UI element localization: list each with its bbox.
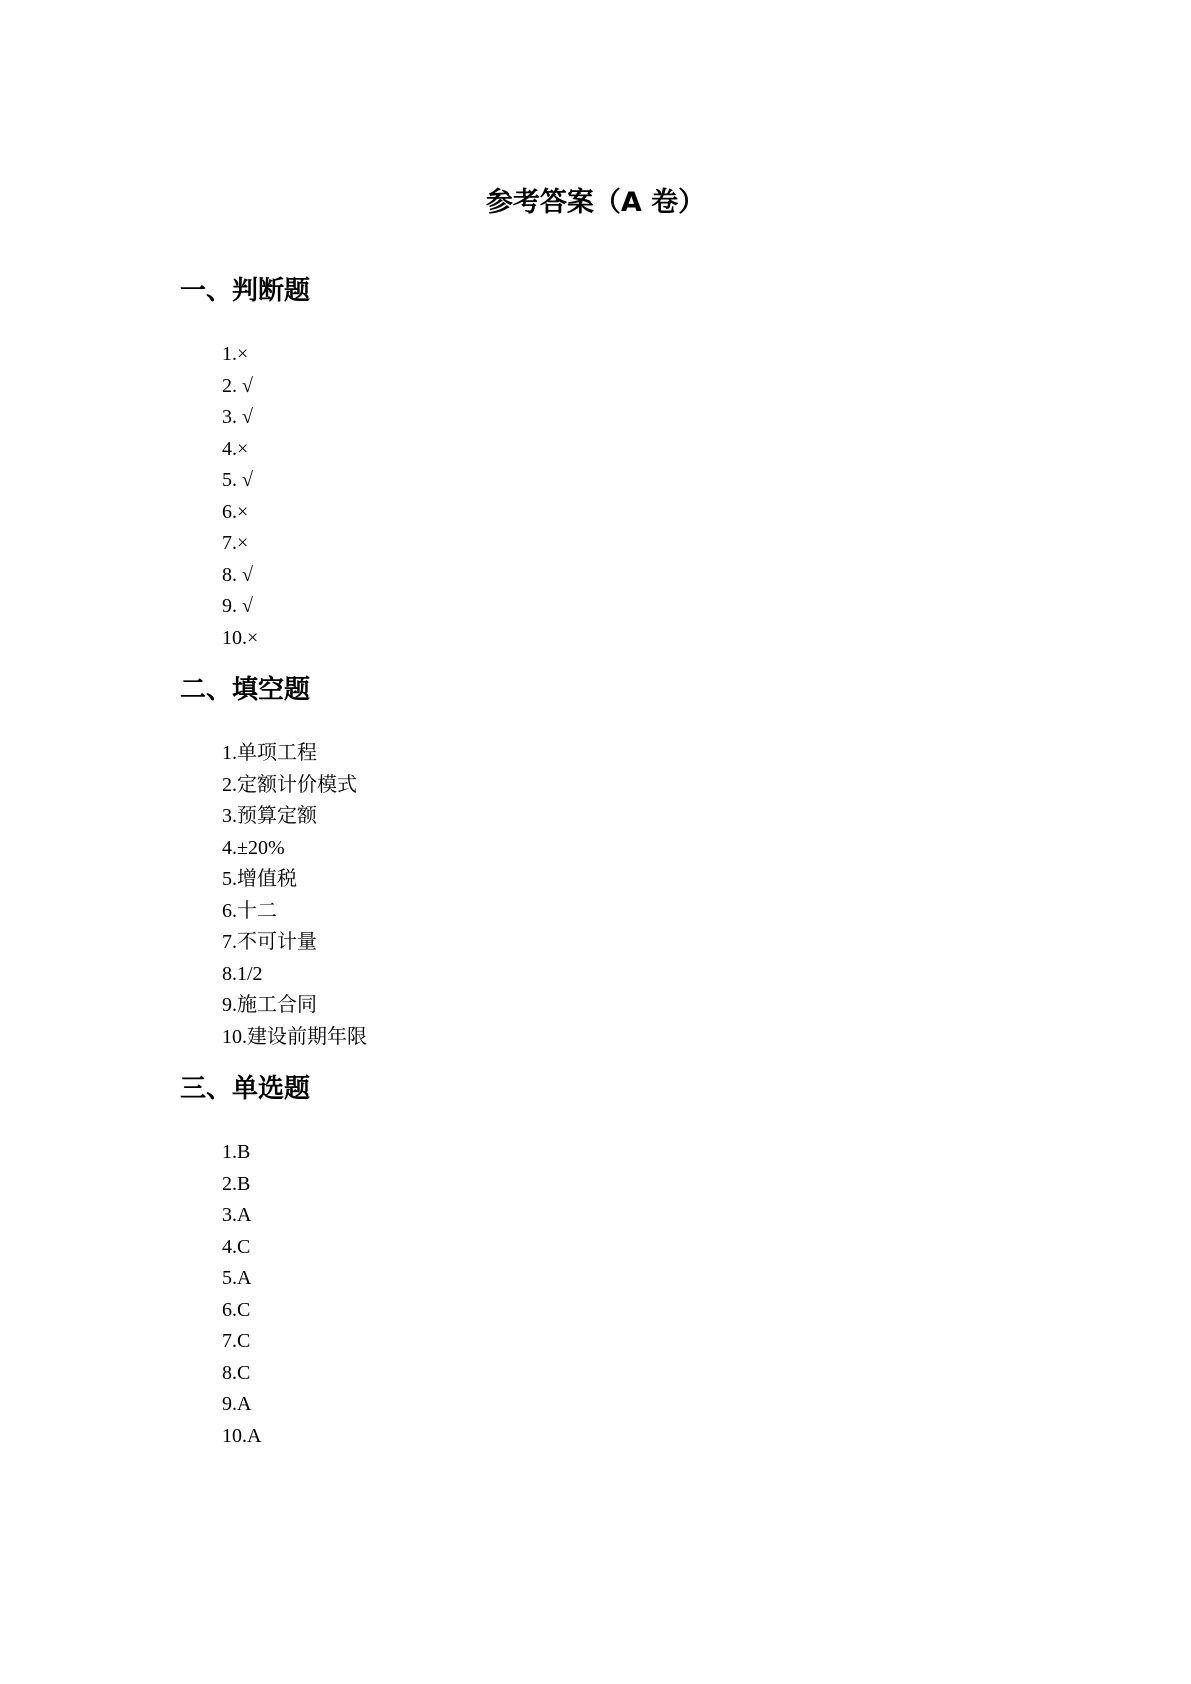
answer-item: 5.增值税 [222, 868, 297, 890]
page-title: 参考答案（A 卷） [485, 187, 706, 218]
answer-item: 1.× [222, 343, 249, 365]
answer-list [180, 738, 1080, 1053]
answer-item: 9.施工合同 [222, 994, 317, 1016]
answer-item: 1.B [222, 1141, 251, 1163]
answer-item: 9.A [222, 1393, 252, 1415]
answer-item: 9. √ [222, 595, 253, 617]
answer-item: 4.C [222, 1235, 251, 1258]
answer-item: 7.C [222, 1330, 251, 1352]
answer-item: 7.× [222, 532, 249, 554]
answer-item: 4.× [222, 437, 249, 460]
answer-item: 10.建设前期年限 [222, 1025, 367, 1048]
answer-item: 2.B [222, 1172, 251, 1195]
answer-list [180, 339, 1080, 654]
section-heading: 一、判断题 [180, 276, 311, 306]
section-heading: 二、填空题 [180, 675, 311, 705]
answer-item: 5. √ [222, 469, 253, 491]
answer-item: 6.× [222, 500, 249, 523]
answer-item: 2.定额计价模式 [222, 773, 357, 796]
answer-item: 3.预算定额 [222, 805, 317, 827]
answer-item: 4.±20% [222, 836, 285, 859]
section-fill-in-blank [180, 670, 1080, 1053]
answer-item: 1.单项工程 [222, 742, 317, 764]
answer-item: 10.A [222, 1424, 262, 1447]
answer-item: 8.1/2 [222, 962, 263, 985]
section-single-choice [180, 1069, 1080, 1452]
answer-item: 3.A [222, 1204, 252, 1226]
answer-item: 7.不可计量 [222, 931, 317, 953]
answer-item: 5.A [222, 1267, 252, 1289]
answer-item: 6.十二 [222, 899, 277, 922]
answer-item: 2. √ [222, 374, 253, 397]
answer-list [180, 1137, 1080, 1452]
section-heading: 三、单选题 [180, 1074, 311, 1104]
answer-item: 6.C [222, 1298, 251, 1321]
answer-item: 8.C [222, 1361, 251, 1384]
answer-item: 3. √ [222, 406, 253, 428]
section-true-false [180, 271, 1080, 654]
answer-item: 10.× [222, 626, 259, 649]
answer-item: 8. √ [222, 563, 253, 586]
